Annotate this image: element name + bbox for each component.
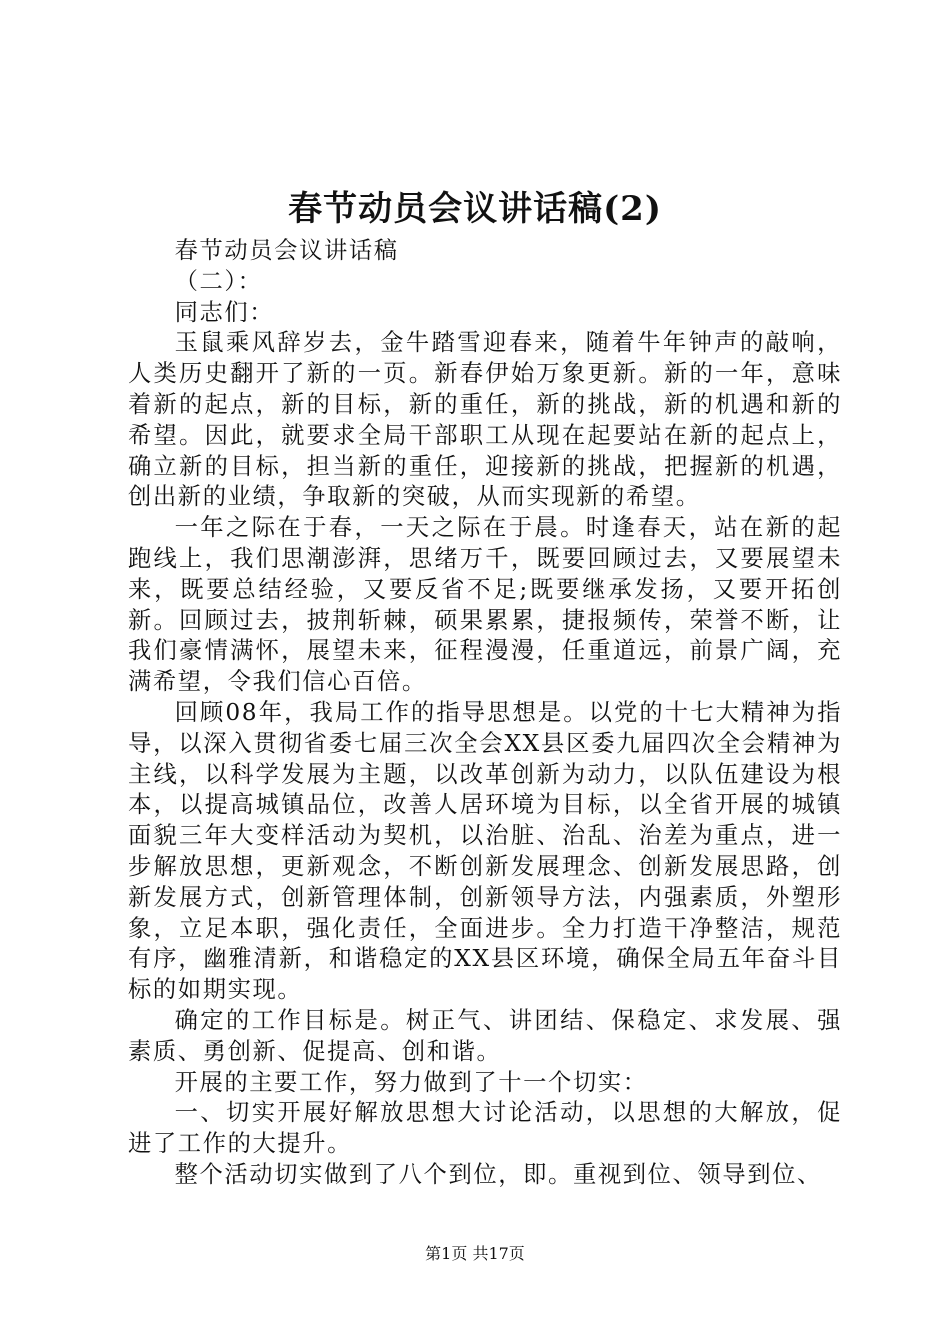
body-paragraph: 回顾08年，我局工作的指导思想是。以党的十七大精神为指导，以深入贯彻省委七届三次全会XX县区委九届四次全会精神为主线，以科学发展为主题，以改革创新为动力，以队伍建设为根本，以提高城镇品位，改善人居环境为目标，以全省开展的城镇面貌三年大变样活动为契机，以治脏、治乱、治差为重点，进一步解放思想，更新观念，不断创新发展理念、创新发展思路，创新发展方式，创新管理体制，创新领导方法，内强素质，外塑形象，立足本职，强化责任，全面进步。全力打造干净整洁，规范有序，幽雅清新，和谐稳定的XX县区环境，确保全局五年奋斗目标的如期实现。 <box>128 698 842 1004</box>
page-footer: 第1页 共17页 <box>425 1244 525 1263</box>
body-paragraph: 一年之际在于春，一天之际在于晨。时逢春天，站在新的起跑线上，我们思潮澎湃，思绪万千，既要回顾过去，又要展望未来，既要总结经验，又要反省不足;既要继承发扬，又要开拓创新。回顾过去，披荆斩棘，硕果累累，捷报频传，荣誉不断，让我们豪情满怀，展望未来，征程漫漫，任重道远，前景广阔，充满希望，令我们信心百倍。 <box>128 514 842 696</box>
document-body <box>128 236 842 1191</box>
body-paragraph: （二）： <box>174 267 263 295</box>
body-paragraph: 一、切实开展好解放思想大讨论活动，以思想的大解放，促进了工作的大提升。 <box>128 1099 842 1158</box>
body-paragraph: 开展的主要工作，努力做到了十一个切实： <box>174 1068 648 1096</box>
body-paragraph: 玉鼠乘风辞岁去，金牛踏雪迎春来，随着牛年钟声的敲响，人类历史翻开了新的一页。新春伊始万象更新。新的一年，意味着新的起点，新的目标，新的重任，新的挑战，新的机遇和新的希望。因此，就要求全局干部职工从现在起要站在新的起点上，确立新的目标，担当新的重任，迎接新的挑战，把握新的机遇，创出新的业绩，争取新的突破，从而实现新的希望。 <box>128 329 842 511</box>
body-paragraph: 春节动员会议讲话稿 <box>174 237 399 264</box>
document-title: 春节动员会议讲话稿(2) <box>288 189 662 229</box>
body-paragraph: 整个活动切实做到了八个到位，即。重视到位、领导到位、 <box>174 1160 822 1188</box>
body-paragraph: 确定的工作目标是。树正气、讲团结、保稳定、求发展、强素质、勇创新、促提高、创和谐。 <box>128 1006 842 1065</box>
body-paragraph: 同志们： <box>174 298 275 326</box>
